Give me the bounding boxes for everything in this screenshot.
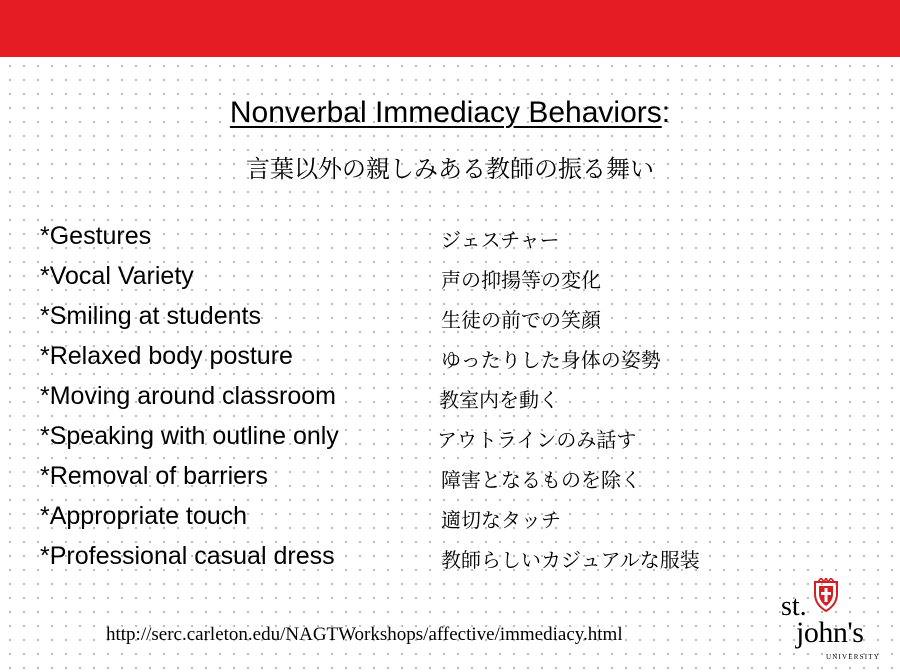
slide-subtitle: 言葉以外の親しみある教師の振る舞い (246, 155, 654, 183)
behavior-japanese: アウトラインのみ話す (437, 428, 637, 452)
list-item (0, 262, 900, 302)
source-url: http://serc.carleton.edu/NAGTWorkshops/affective/immediacy.html (106, 624, 623, 645)
list-item (0, 222, 900, 262)
behavior-japanese: 教室内を動く (439, 388, 559, 412)
behavior-english: *Appropriate touch (40, 502, 248, 530)
list-item (0, 422, 900, 462)
behavior-japanese: 障害となるものを除く (441, 468, 641, 492)
behavior-japanese: 声の抑揚等の変化 (441, 268, 601, 292)
list-item (0, 542, 900, 582)
list-item (0, 302, 900, 342)
behavior-english: *Professional casual dress (40, 542, 335, 570)
behavior-english: *Smiling at students (40, 302, 261, 330)
behavior-english: *Relaxed body posture (40, 342, 293, 370)
list-item (0, 342, 900, 382)
list-item (0, 382, 900, 422)
logo-text-st: st. (781, 591, 807, 622)
top-red-band (0, 0, 900, 57)
behavior-english: *Gestures (40, 222, 152, 250)
st-johns-logo (778, 578, 890, 664)
slide-title (0, 96, 900, 130)
slide-title-text: Nonverbal Immediacy Behaviors (229, 96, 662, 129)
slide-title-colon: : (661, 96, 671, 129)
shield-seal-icon (812, 578, 840, 612)
behavior-english: *Moving around classroom (40, 382, 336, 410)
behavior-japanese: ゆったりした身体の姿勢 (441, 348, 661, 372)
behavior-english: *Speaking with outline only (40, 422, 339, 450)
logo-text-university: UNIVERSITY (826, 653, 880, 661)
list-item (0, 502, 900, 542)
logo-text-johns: john's (796, 616, 864, 649)
behavior-japanese: 生徒の前での笑顔 (441, 308, 601, 332)
list-item (0, 462, 900, 502)
behavior-japanese: ジェスチャー (441, 228, 560, 252)
behavior-english: *Removal of barriers (40, 462, 268, 490)
behavior-english: *Vocal Variety (40, 262, 194, 290)
behavior-japanese: 教師らしいカジュアルな服装 (441, 548, 700, 572)
behavior-japanese: 適切なタッチ (441, 508, 561, 532)
